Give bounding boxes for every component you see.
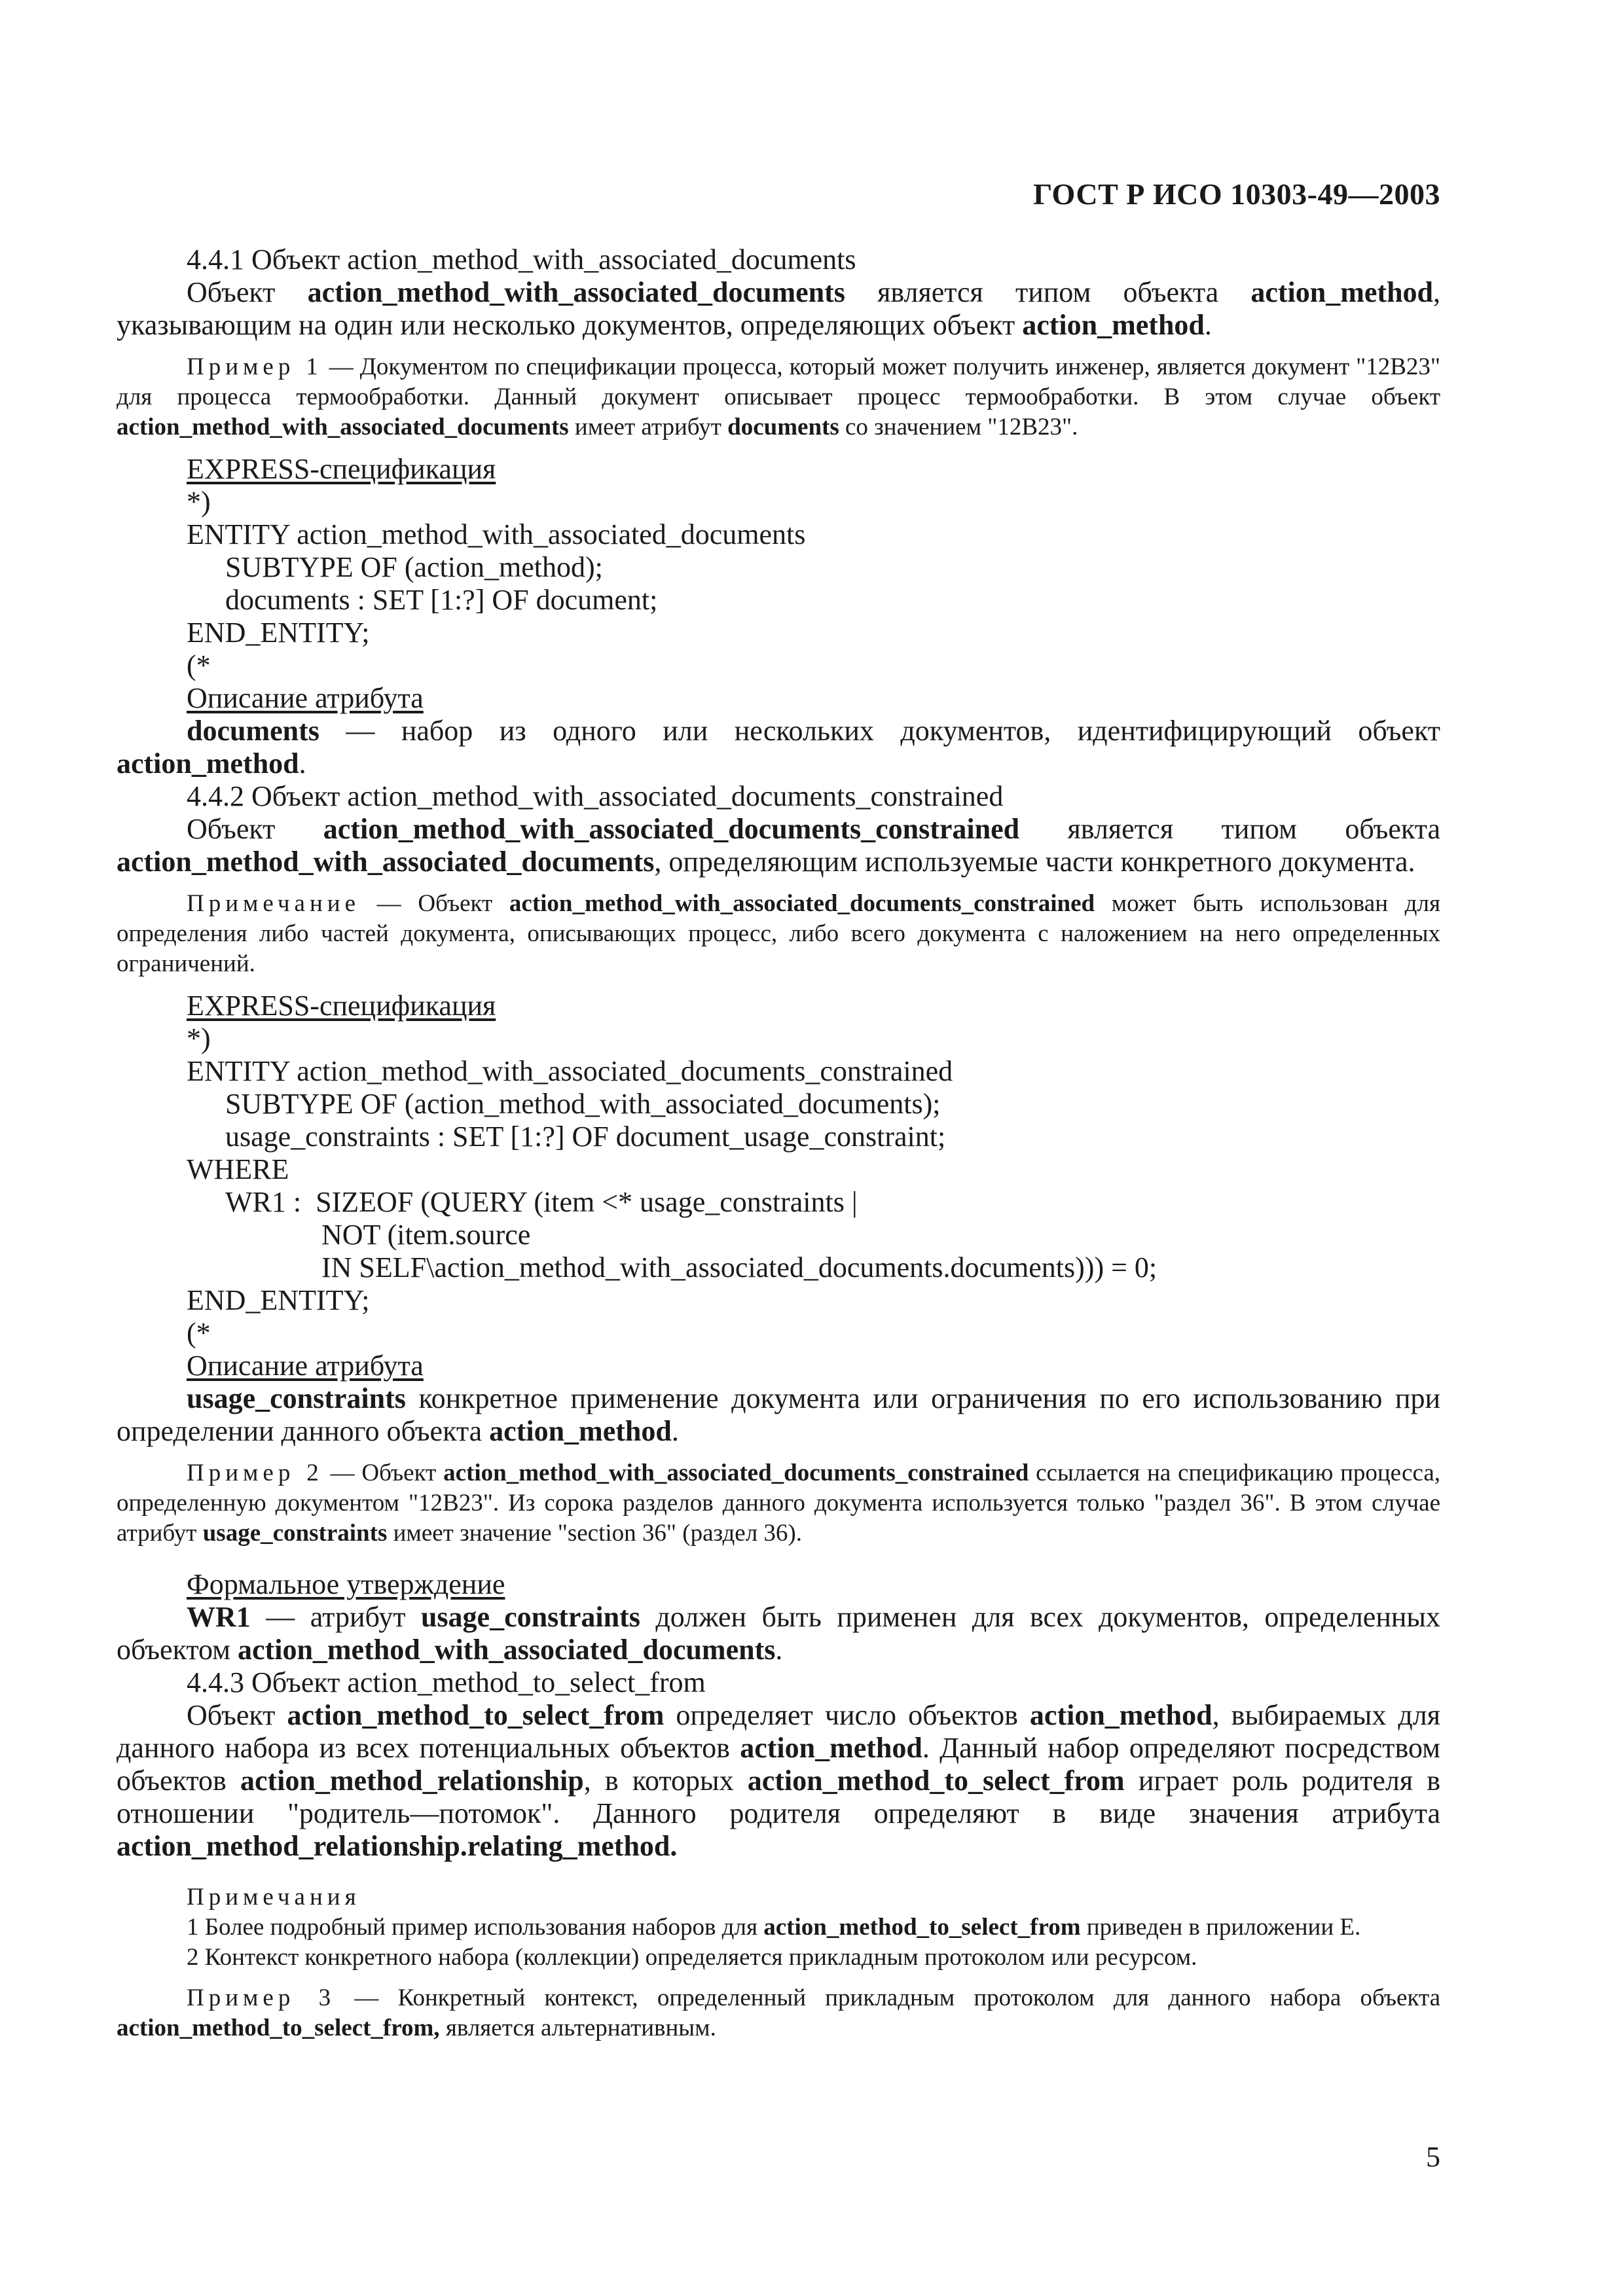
express-code-442: [117, 1022, 1440, 1350]
code-line: *): [187, 1022, 211, 1054]
section-heading-441: 4.4.1 Объект action_method_with_associated_documents: [187, 243, 856, 276]
note-2: 2 Контекст конкретного набора (коллекции) определяется прикладным протоколом или ресурсом.: [187, 1944, 1197, 1971]
code-line: SUBTYPE OF (action_method_with_associated_documents);: [225, 1088, 941, 1120]
attr-description-441: documents — набор из одного или нескольких документов, идентифицирующий объект action_method.: [117, 715, 1440, 780]
example-2: Пример 2 — Объект action_method_with_associated_documents_constrained ссылается на спецификацию процесса, определенную документом "12В23". Из сорока разделов данного документа используется только "раздел 36". В этом случае атрибут usage_constraints имеет значение "section 36" (раздел 36).: [117, 1460, 1440, 1547]
formal-label: Формальное утверждение: [187, 1568, 505, 1600]
formal-statement: WR1 — атрибут usage_constraints должен быть применен для всех документов, определенных объектом action_method_with_associated_documents.: [117, 1601, 1440, 1666]
definition-442: Объект action_method_with_associated_documents_constrained является типом объекта action_method_with_associated_documents, определяющим используемые части конкретного документа.: [117, 813, 1440, 878]
standard-header: ГОСТ Р ИСО 10303-49—2003: [1032, 177, 1440, 211]
page-content: [117, 243, 1440, 2043]
code-line: SUBTYPE OF (action_method);: [225, 551, 603, 583]
section-heading-442: 4.4.2 Объект action_method_with_associated_documents_constrained: [187, 780, 1004, 812]
code-line: NOT (item.source: [321, 1219, 531, 1251]
code-line: (*: [187, 1317, 211, 1349]
code-line: IN SELF\action_method_with_associated_documents.documents))) = 0;: [321, 1251, 1158, 1283]
note-1: 1 Более подробный пример использования наборов для action_method_to_select_from приведен в приложении Е.: [187, 1914, 1361, 1941]
page-number: 5: [1426, 2141, 1440, 2173]
code-line: ENTITY action_method_with_associated_documents_constrained: [187, 1055, 953, 1087]
code-line: usage_constraints : SET [1:?] OF document_usage_constraint;: [225, 1121, 946, 1153]
example-1: Пример 1 — Документом по спецификации процесса, который может получить инженер, является документ "12В23" для процесса термообработки. Данный документ описывает процесс термообработки. В этом случае объект action_method_with_associated_documents имеет атрибут documents со значением "12В23".: [117, 353, 1441, 440]
attr-description-442: usage_constraints конкретное применение документа или ограничения по его использованию при определении данного объекта action_method.: [117, 1382, 1440, 1447]
definition-441: Объект action_method_with_associated_documents является типом объекта action_method, указывающим на один или несколько документов, определяющих объект action_method.: [117, 276, 1441, 341]
code-line: END_ENTITY;: [187, 1284, 370, 1316]
code-line: WHERE: [187, 1153, 289, 1185]
code-line: ENTITY action_method_with_associated_documents: [187, 518, 806, 550]
definition-443: Объект action_method_to_select_from определяет число объектов action_method, выбираемых для данного набора из всех потенциальных объектов action_method. Данный набор определяют посредством объектов action_method_relationship, в которых action_method_to_select_from играет роль родителя в отношении "родитель—потомок". Данного родителя определяют в виде значения атрибута action_method_relationship.relating_method.: [117, 1699, 1441, 1862]
express-label-441: EXPRESS-спецификация: [187, 453, 496, 485]
express-label-442: EXPRESS-спецификация: [187, 990, 496, 1022]
code-line: *): [187, 486, 211, 518]
code-line: (*: [187, 649, 211, 681]
code-line: END_ENTITY;: [187, 617, 370, 649]
attr-label-442: Описание атрибута: [187, 1350, 424, 1382]
express-code-441: [117, 486, 1440, 682]
example-3: Пример 3 — Конкретный контекст, определенный прикладным протоколом для данного набора объекта action_method_to_select_from, является альтернативным.: [117, 1984, 1440, 2041]
attr-label-441: Описание атрибута: [187, 682, 424, 714]
section-heading-443: 4.4.3 Объект action_method_to_select_from: [187, 1666, 706, 1698]
code-line: WR1 : SIZEOF (QUERY (item <* usage_constraints |: [225, 1186, 858, 1218]
note-442: Примечание — Объект action_method_with_associated_documents_constrained может быть использован для определения либо частей документа, описывающих процесс, либо всего документа с наложением на него определенных ограничений.: [117, 890, 1440, 977]
notes-label: Примечания: [187, 1884, 361, 1910]
code-line: documents : SET [1:?] OF document;: [225, 584, 658, 616]
